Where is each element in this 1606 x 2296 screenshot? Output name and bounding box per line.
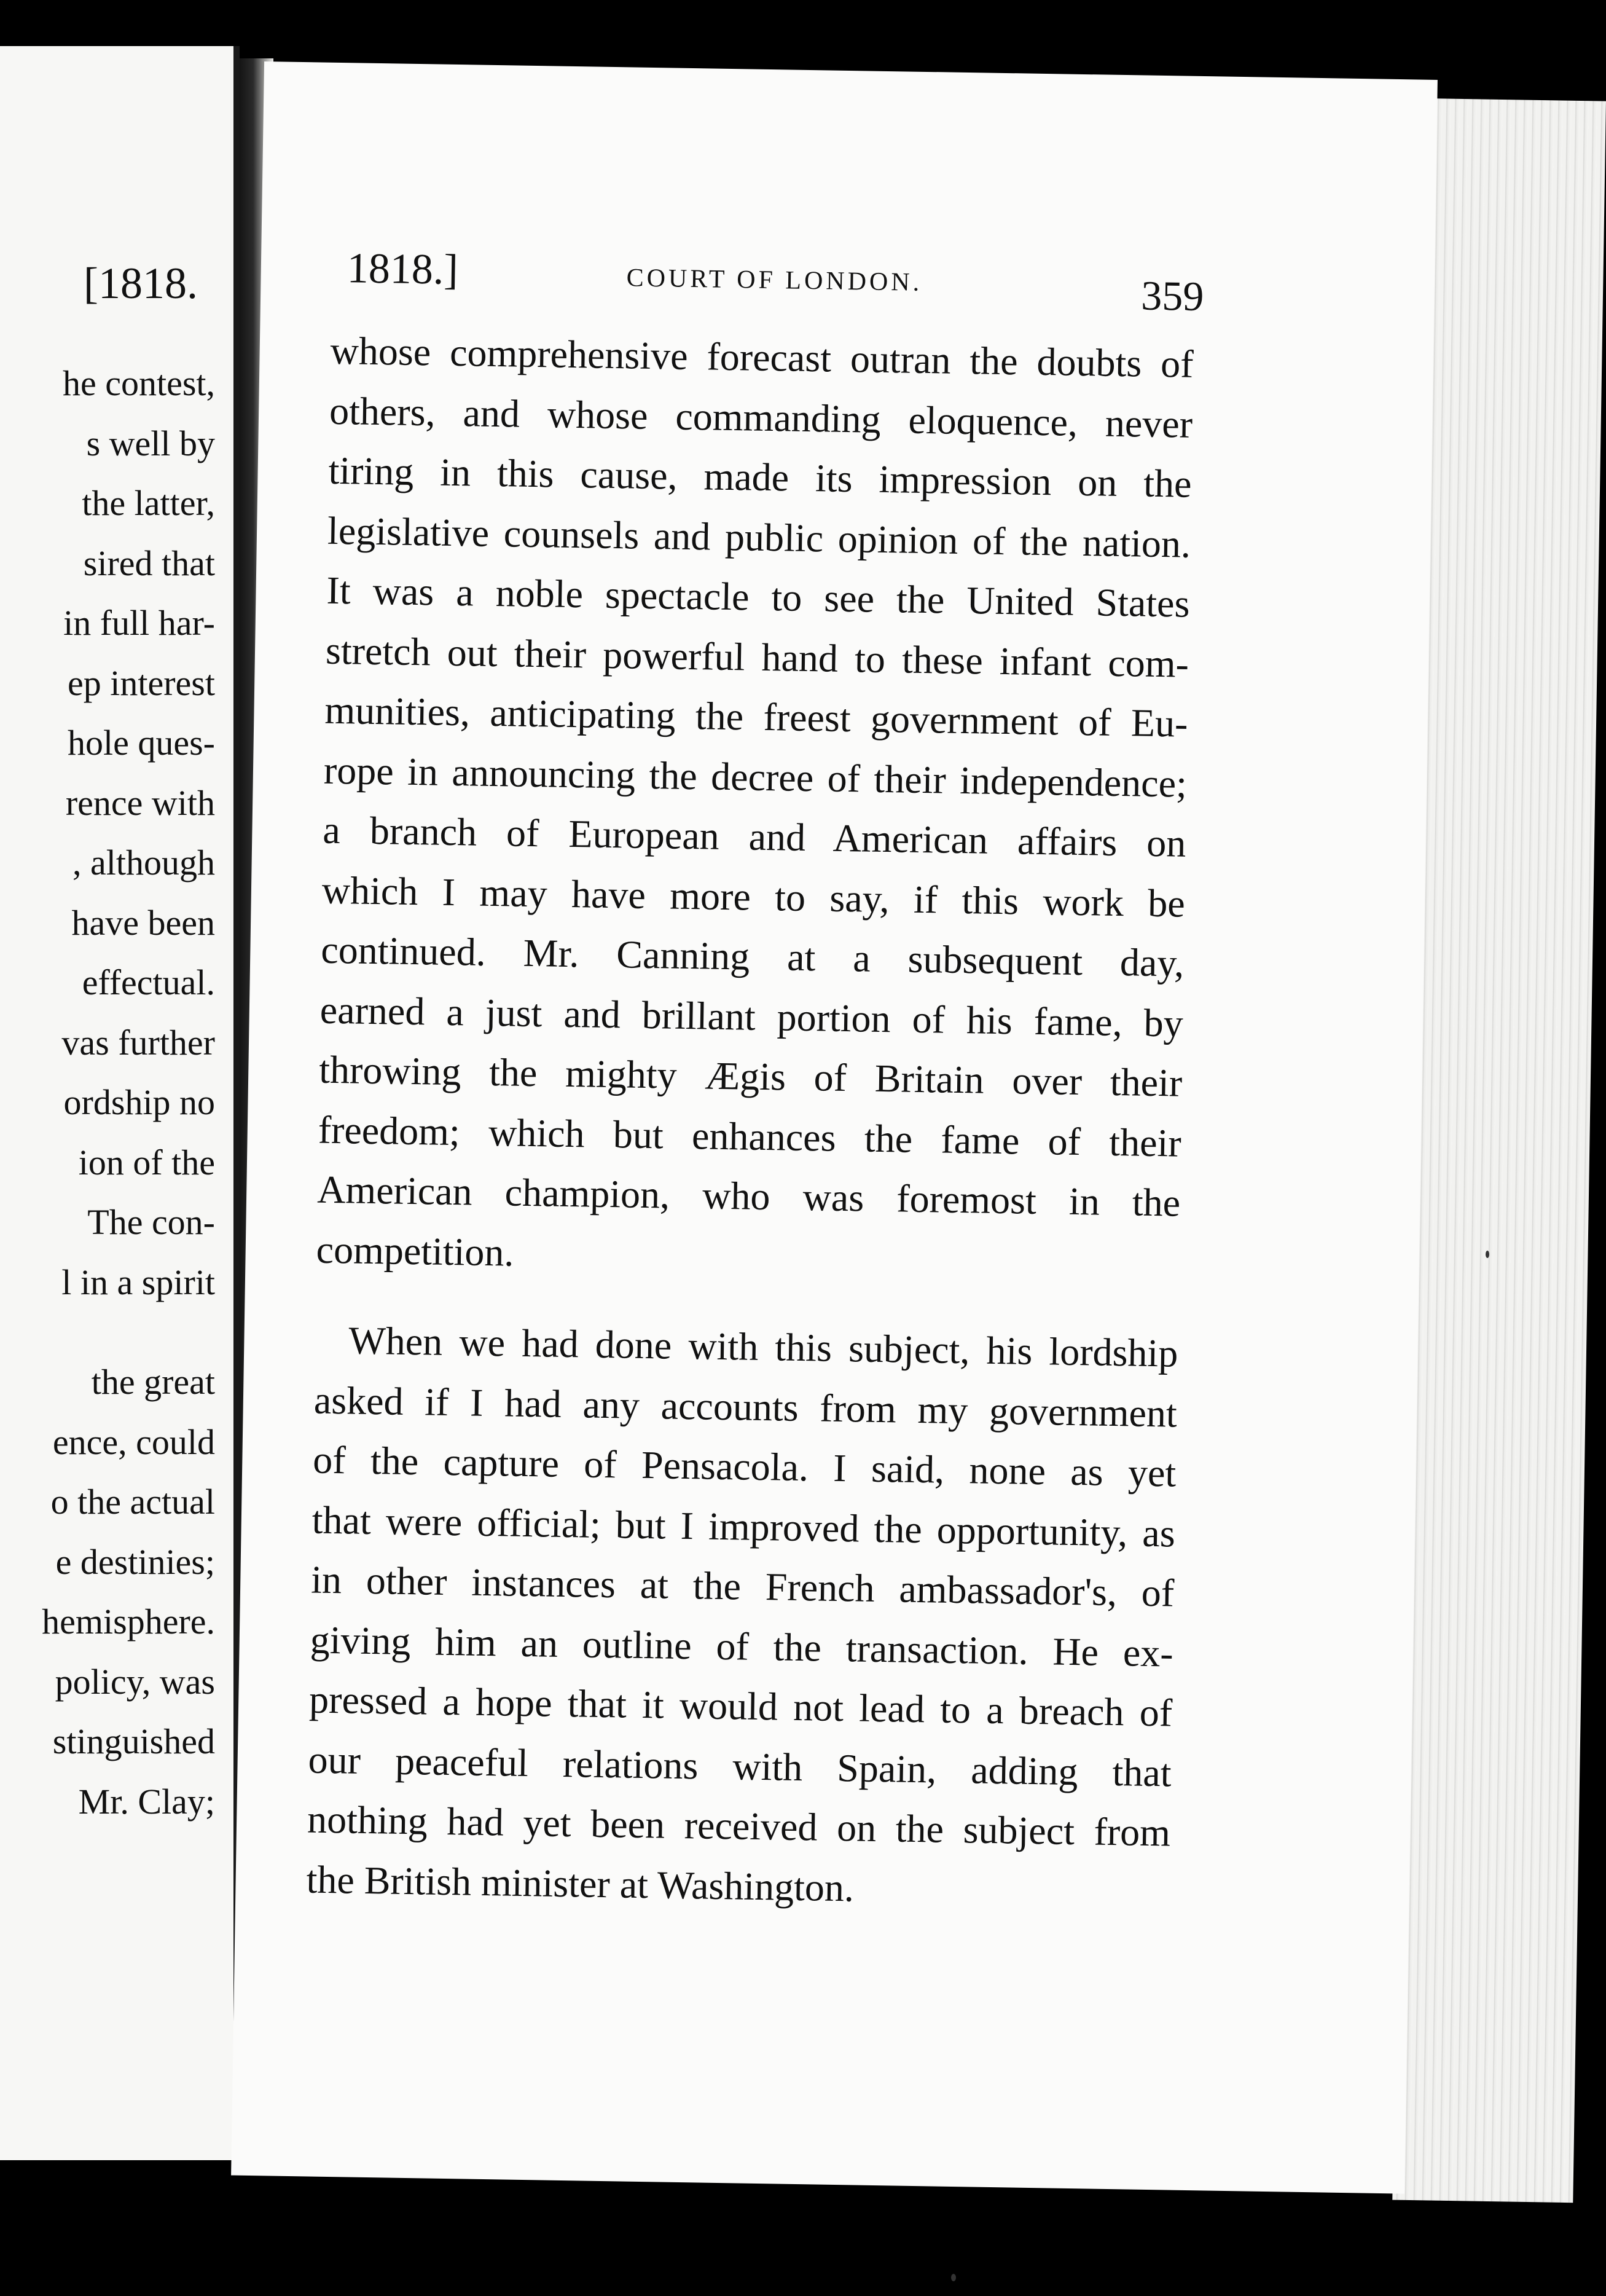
text-line: in other instances at the French ambassador's, of	[310, 1557, 1175, 1615]
text-line: which I may have more to say, if this work be	[321, 868, 1186, 926]
running-head-year: 1818.]	[347, 245, 459, 294]
left-line: he contest,	[62, 363, 215, 403]
text-line: It was a noble spectacle to see the United States	[326, 568, 1191, 626]
text-line: a branch of European and American affairs on	[322, 808, 1186, 865]
left-line: vas further	[61, 1022, 215, 1063]
left-line: policy, was	[55, 1661, 215, 1702]
text-line: others, and whose commanding eloquence, never	[329, 388, 1193, 446]
left-line: hole ques-	[68, 723, 215, 763]
left-line: , although	[72, 843, 215, 883]
left-line: the great	[91, 1362, 215, 1402]
left-line: hemisphere.	[42, 1602, 215, 1641]
text-line: continued. Mr. Canning at a subsequent day,	[320, 927, 1185, 985]
left-line: o the actual	[50, 1482, 215, 1522]
text-line: giving him an outline of the transaction. He ex-	[310, 1617, 1174, 1675]
left-line: Mr. Clay;	[78, 1781, 215, 1822]
text-line: the British minister at Washington.	[306, 1857, 855, 1909]
text-line: munities, anticipating the freest government of Eu-	[324, 688, 1188, 745]
text-line: rope in announcing the decree of their independence;	[323, 748, 1188, 806]
left-running-head: [1818.	[84, 259, 198, 308]
left-line-gap	[0, 1312, 215, 1352]
text-line: American champion, who was foremost in the	[316, 1167, 1181, 1225]
left-line: ence, could	[52, 1421, 215, 1462]
left-facing-page	[0, 46, 240, 2160]
left-line: have been	[71, 902, 215, 943]
text-line: competition.	[316, 1227, 515, 1275]
left-line: s well by	[86, 423, 215, 463]
left-line: ep interest	[68, 662, 215, 703]
left-line: in full har-	[63, 603, 215, 643]
left-line: the latter,	[82, 483, 215, 523]
left-line: sired that	[83, 543, 215, 583]
left-page-text	[0, 353, 215, 1831]
paragraph	[306, 1310, 1178, 1923]
page-body-text	[306, 321, 1194, 1923]
right-main-page	[231, 61, 1438, 2194]
running-head-title: COURT OF LONDON.	[626, 264, 923, 297]
text-line: throwing the mighty Ægis of Britain over their	[318, 1047, 1183, 1105]
text-line: nothing had yet been received on the subject from	[307, 1797, 1171, 1855]
left-line: ordship no	[63, 1082, 215, 1122]
left-line: l in a spirit	[61, 1262, 215, 1302]
left-line: e destinies;	[55, 1541, 215, 1582]
running-head	[347, 244, 1205, 325]
text-line: that were official; but I improved the opportunity, as	[311, 1498, 1176, 1555]
text-line: legislative counsels and public opinion of the nation.	[327, 508, 1191, 566]
text-line: asked if I had any accounts from my government	[313, 1378, 1178, 1436]
scan-speck	[951, 2274, 956, 2281]
left-line: stinguished	[52, 1721, 215, 1761]
page-number: 359	[1140, 272, 1204, 320]
scan-speck	[1486, 1251, 1489, 1258]
left-line: ion of the	[78, 1142, 215, 1182]
left-line: rence with	[65, 782, 215, 823]
text-line: freedom; which but enhances the fame of their	[318, 1107, 1182, 1165]
text-line: tiring in this cause, made its impression on the	[328, 448, 1193, 506]
text-line: When we had done with this subject, his lordship	[348, 1318, 1178, 1375]
text-line: our peaceful relations with Spain, adding that	[308, 1737, 1172, 1795]
text-line: earned a just and brillant portion of his fame, by	[319, 988, 1184, 1045]
text-line: stretch out their powerful hand to these infant com-	[325, 628, 1189, 686]
left-line: effectual.	[82, 962, 215, 1002]
text-line: of the capture of Pensacola. I said, none as yet	[312, 1437, 1177, 1495]
left-line: The con-	[87, 1202, 215, 1242]
text-line: pressed a hope that it would not lead to a breach of	[308, 1677, 1173, 1735]
text-line: whose comprehensive forecast outran the doubts of	[330, 328, 1194, 386]
paragraph	[316, 321, 1194, 1293]
